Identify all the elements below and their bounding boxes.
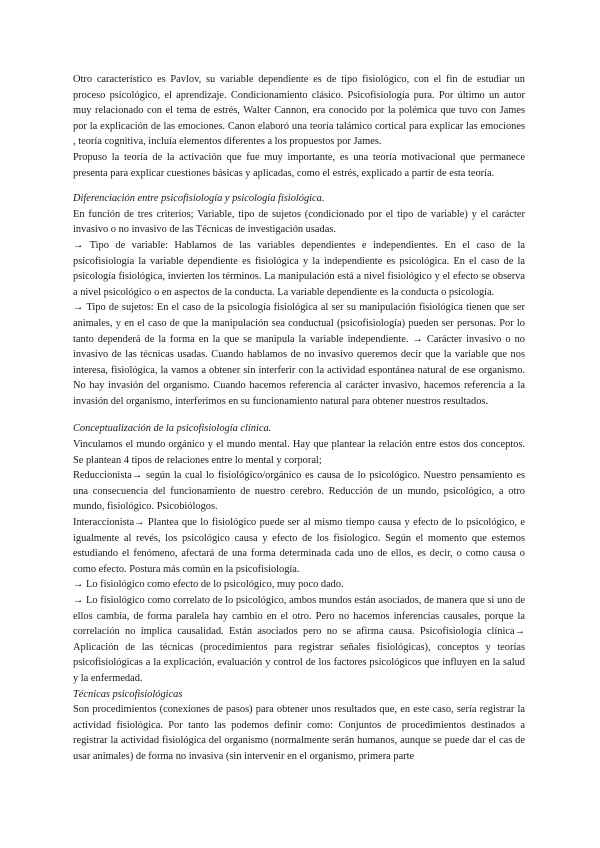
section2-paragraph-5: → Lo fisiológico como correlato de lo psicológico, ambos mundos están asociados, de manera que si uno de ellos cambia, de forma paralela hay cambio en el otro. Pero no hacemos inferencias causales, porque la correlación no implica causalidad. Están asociados pero no se afirma causa. Psicofisiología clínica→ Aplicación de las técnicas (procedimientos para registrar señales fisiológicas), conceptos y teorías psicofisiológicas a la explicación, evaluación y control de los factores psicológicos que influyen en la salud y la enfermedad. — [73, 595, 525, 684]
section1-paragraph-1: En función de tres criterios; Variable, tipo de sujetos (condicionado por el tipo de variable) y el carácter invasivo o no invasivo de las Técnicas de investigación usadas. — [73, 208, 525, 236]
section-heading-tecnicas: Técnicas psicofisiológicas — [73, 688, 183, 700]
section2-paragraph-4: → Lo fisiológico como efecto de lo psicológico, muy poco dado. — [73, 579, 344, 591]
section-heading-conceptualizacion: Conceptualización de la psicofisiología clínica. — [73, 423, 272, 435]
section2-paragraph-3: Interaccionista→ Plantea que lo fisiológico puede ser al mismo tiempo causa y efecto de lo psicológico, e igualmente al revés, los psicológico causa y efecto de los fisiologico. Según el momento que estemos estudiando el fenómeno, afectará de una forma determinada cada uno de ellos, es decir, o como causa o como efecto. Postura más común en la psicofisiología. — [73, 517, 525, 575]
intro-paragraph-1: Otro característico es Pavlov, su variable dependiente es de tipo fisiológico, con el fin de estudiar un proceso psicológico, el aprendizaje. Condicionamiento clásico. Psicofisiología pura. Por último un autor muy relacionado con el tema de estrés, Walter Cannon, era conocido por la polémica que tuvo con James por la explicación de las emociones. Canon elaboró una teoría talámico cortical para explicar las emociones , teoría cognitiva, incluía elementos diferentes a los propuestos por James. — [73, 74, 525, 148]
section2-paragraph-1: Vinculamos el mundo orgánico y el mundo mental. Hay que plantear la relación entre estos dos conceptos. Se plantean 4 tipos de relaciones entre lo mental y corporal; — [73, 439, 525, 466]
section1-paragraph-3: → Tipo de sujetos: En el caso de la psicología fisiológica al ser su manipulación fisiológica tienen que ser animales, y en el caso de que la manipulación sea conductual (psicofisiología) pueden ser personas. Por lo tanto dependerá de la forma en la que se manipula la variable independiente. → Carácter invasivo o no invasivo de las técnicas usadas. Cuando hablamos de no invasivo queremos decir que la variable que nos interesa, fisiológica, la vamos a obtener sin interferir con la actividad espontánea natural de ese organismo. No hay invasión del organismo. Cuando hacemos referencia al carácter invasivo, hacemos referencia a la invasión del organismo, interferimos en su funcionamiento natural para obtener nuestros resultados. — [73, 302, 525, 407]
document-page — [73, 72, 525, 765]
section3-paragraph-1: Son procedimientos (conexiones de pasos) para obtener unos resultados que, en este caso, sería registrar la actividad fisiológica. Por tanto las podemos definir como: Conjuntos de procedimientos destinados a registrar la actividad fisiológica del organismo (normalmente serán humanos, aunque se puede dar el cas de usar animales) de forma no invasiva (sin intervenir en el organismo, primera parte — [73, 704, 525, 762]
intro-paragraph-2: Propuso la teoría de la activación que fue muy importante, es una teoría motivacional que permanece presenta para explicar cuestiones básicas y aplicadas, como el estrés, explicado a partir de esta teoría. — [73, 151, 525, 179]
section1-paragraph-2: → Tipo de variable: Hablamos de las variables dependientes e independientes. En el caso de la psicofisiología la variable dependiente es fisiológica y la independiente es psicológica. En el caso de la psicología fisiológica, invierten los términos. La manipulación está a nivel fisiológico y el efecto se observa a nivel psicológico o en aspectos de la conducta. La variable dependiente es la conducta o psicología. — [73, 239, 525, 298]
section2-paragraph-2: Reduccionista→ según la cual lo fisiológico/orgánico es causa de lo psicológico. Nuestro pensamiento es una consecuencia del funcionamiento de nuestro cerebro. Reducción de un mundo, psicológico, a otro mundo, fisiológico. Psicobiólogos. — [73, 470, 525, 513]
section-heading-diferenciacion: Diferenciación entre psicofisiología y psicología fisiológica. — [73, 193, 325, 205]
